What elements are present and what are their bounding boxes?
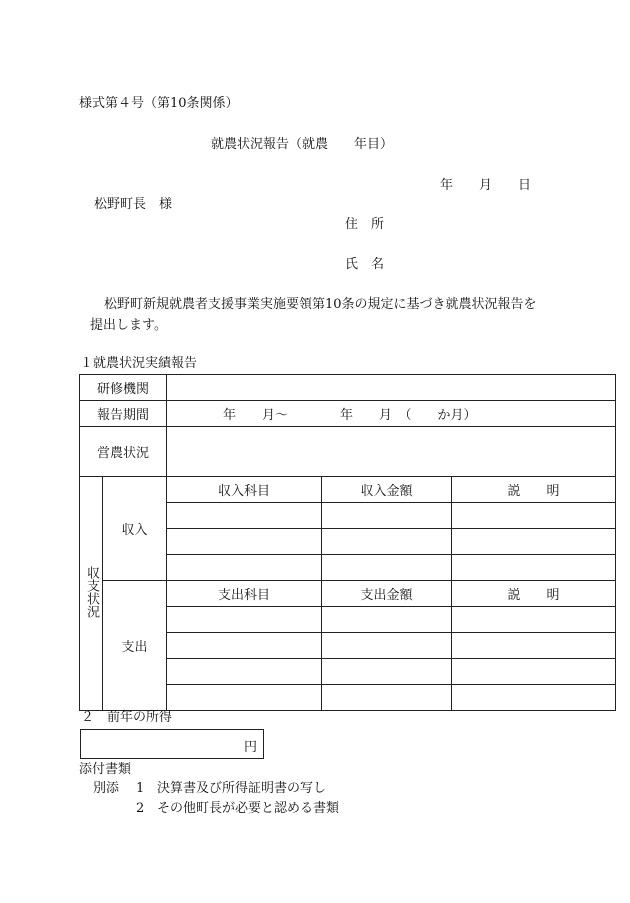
expense-header-row	[80, 581, 616, 607]
income-header-item: 収入科目	[167, 477, 322, 503]
expense-cell[interactable]	[167, 607, 322, 633]
expense-cell[interactable]	[167, 685, 322, 711]
yen-unit: 円	[243, 740, 257, 755]
form-number: 様式第４号（第10条関係）	[79, 96, 239, 111]
document-title: 就農状況報告（就農 年目）	[211, 137, 394, 152]
farming-label: 営農状況	[80, 427, 167, 477]
income-cell[interactable]	[167, 555, 322, 581]
income-cell[interactable]	[167, 529, 322, 555]
attachments-prefix: 別添	[93, 781, 120, 796]
attachments-heading: 添付書類	[79, 762, 132, 777]
income-cell[interactable]	[322, 529, 452, 555]
income-cell[interactable]	[322, 555, 452, 581]
income-label: 収入	[103, 477, 167, 581]
income-header-row	[80, 477, 616, 503]
period-row	[80, 401, 616, 427]
expense-cell[interactable]	[452, 633, 616, 659]
income-cell[interactable]	[167, 503, 322, 529]
expense-cell[interactable]	[167, 659, 322, 685]
income-cell[interactable]	[452, 555, 616, 581]
expense-cell[interactable]	[452, 607, 616, 633]
attachment-number: 2	[136, 801, 145, 816]
balance-label-cell	[80, 477, 103, 711]
statement-line-2: 提出します。	[90, 318, 167, 333]
training-row	[80, 375, 616, 401]
attachment-item: 決算書及び所得証明書の写し	[157, 781, 327, 796]
expense-cell[interactable]	[452, 659, 616, 685]
expense-label: 支出	[103, 581, 167, 711]
report-table	[79, 374, 616, 711]
section1-heading: １就農状況実績報告	[80, 356, 198, 371]
expense-cell[interactable]	[322, 659, 452, 685]
income-cell[interactable]	[452, 503, 616, 529]
name-label: 氏 名	[345, 257, 385, 272]
income-cell[interactable]	[322, 503, 452, 529]
training-cell[interactable]	[167, 375, 616, 401]
expense-header-amount: 支出金額	[322, 581, 452, 607]
section2-heading: ２ 前年の所得	[81, 710, 173, 725]
income-header-desc: 説 明	[452, 477, 616, 503]
expense-cell[interactable]	[452, 685, 616, 711]
attachment-number: 1	[136, 781, 145, 796]
period-value[interactable]: 年 月～ 年 月 （ か月）	[167, 401, 616, 427]
expense-cell[interactable]	[322, 607, 452, 633]
expense-header-item: 支出科目	[167, 581, 322, 607]
statement-line-1: 松野町新規就農者支援事業実施要領第10条の規定に基づき就農状況報告を	[104, 297, 537, 312]
farming-cell[interactable]	[167, 427, 616, 477]
income-cell[interactable]	[452, 529, 616, 555]
expense-cell[interactable]	[167, 633, 322, 659]
expense-cell[interactable]	[322, 633, 452, 659]
balance-label: 収支状況	[84, 565, 99, 618]
training-label: 研修機関	[80, 375, 167, 401]
date-line: 年 月 日	[440, 178, 532, 193]
period-label: 報告期間	[80, 401, 167, 427]
address-label: 住 所	[345, 217, 385, 232]
expense-header-desc: 説 明	[452, 581, 616, 607]
income-header-amount: 収入金額	[322, 477, 452, 503]
income-field[interactable]	[80, 729, 264, 759]
attachment-item: その他町長が必要と認める書類	[157, 801, 340, 816]
farming-row	[80, 427, 616, 477]
addressee: 松野町長 様	[94, 197, 173, 212]
expense-cell[interactable]	[322, 685, 452, 711]
